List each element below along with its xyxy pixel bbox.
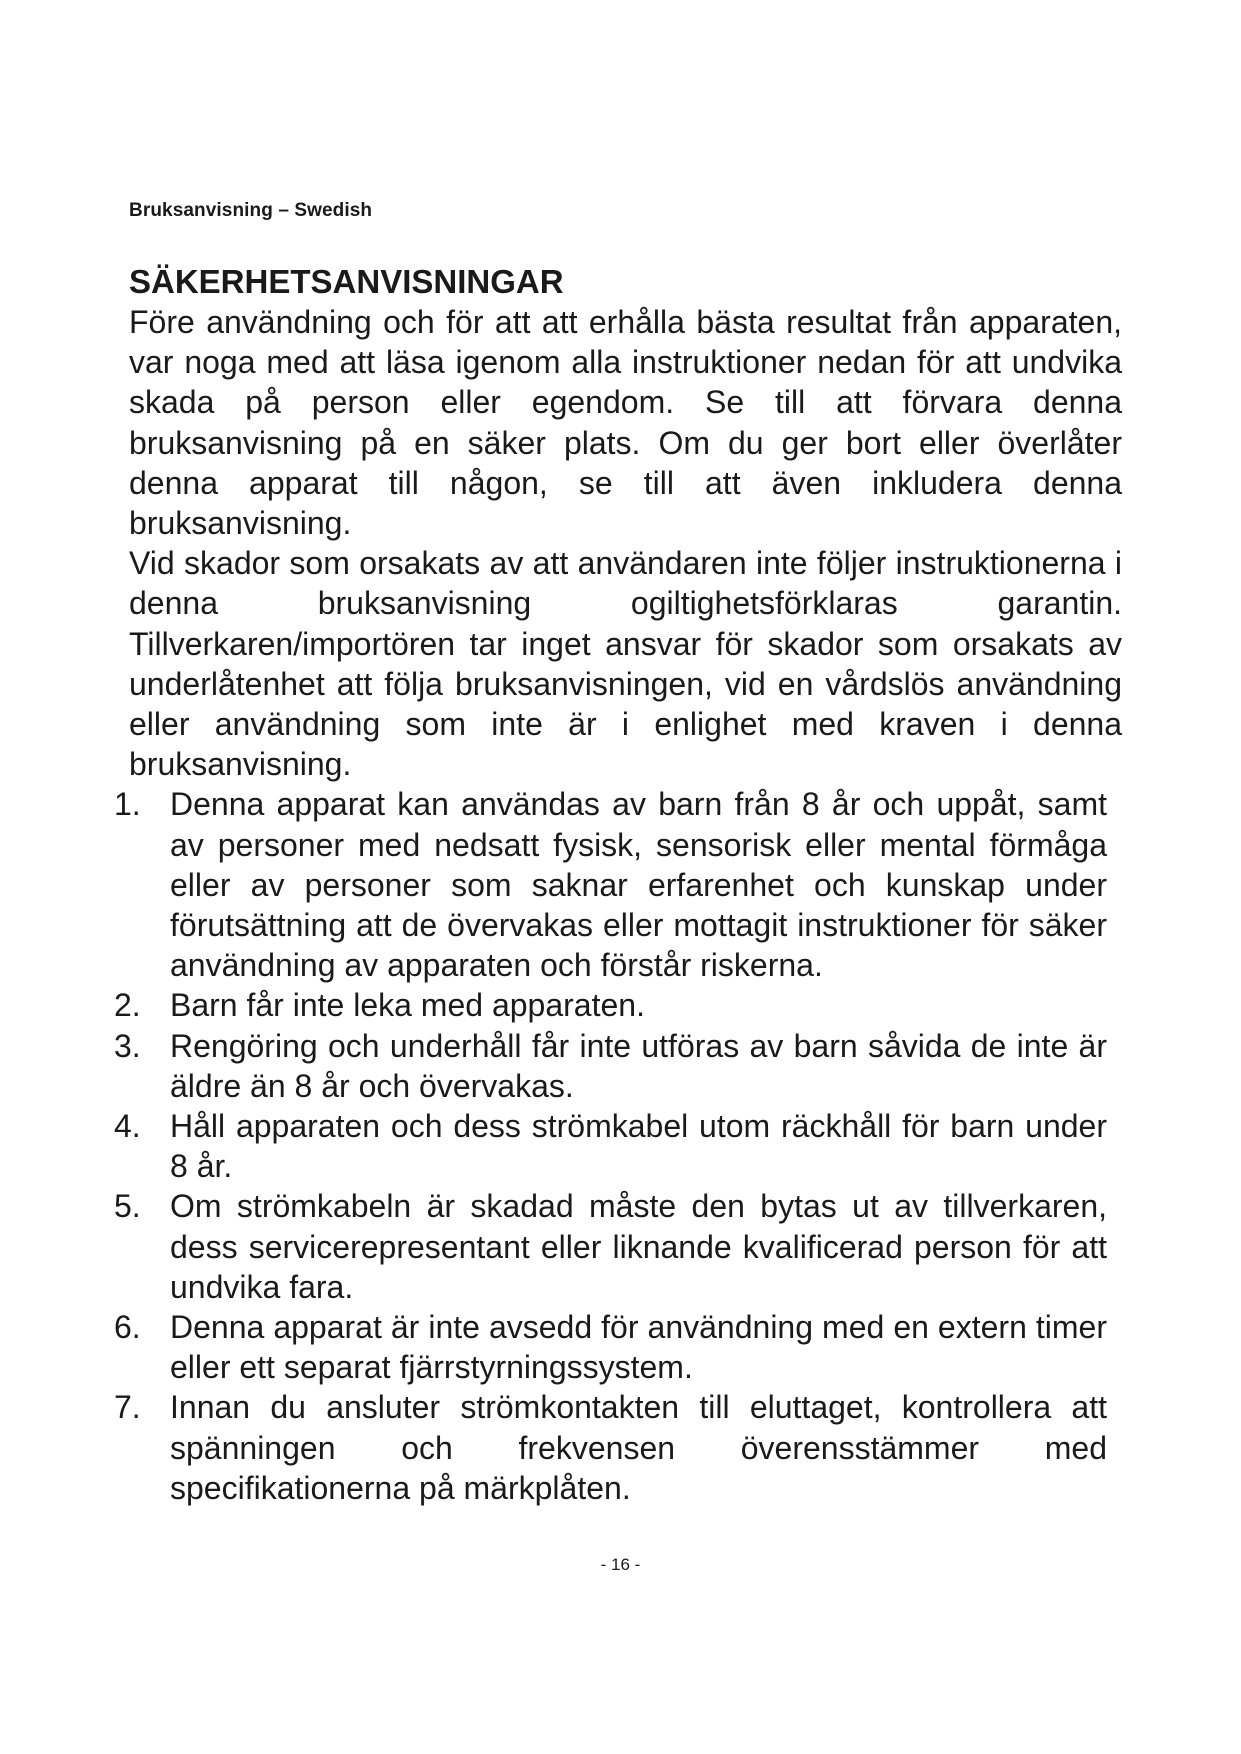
list-item-number: 6. xyxy=(114,1309,141,1346)
list-item-text: Om strömkabeln är skadad måste den bytas ut av tillverkaren, dess servicerepresentant eller liknande kvalificerad person för att undvika fara. xyxy=(170,1188,1107,1305)
list-item xyxy=(114,985,1107,1025)
document-header-label: Bruksanvisning – Swedish xyxy=(129,200,373,221)
list-item-number: 7. xyxy=(114,1389,141,1426)
list-item-text: Denna apparat kan användas av barn från 8 år och uppåt, samt av personer med nedsatt fysisk, sensorisk eller mental förmåga eller av personer som saknar erfarenhet och kunskap under förutsättning att de övervakas eller mottagit instruktioner för säker användning av apparaten och förstår riskerna. xyxy=(170,786,1107,984)
list-item xyxy=(114,784,1107,985)
list-item xyxy=(114,1026,1107,1106)
list-item-text: Barn får inte leka med apparaten. xyxy=(170,987,645,1024)
list-item-number: 4. xyxy=(114,1108,141,1145)
list-item-text: Innan du ansluter strömkontakten till eluttaget, kontrollera att spänningen och frekvensen överensstämmer med specifikationerna på märkplåten. xyxy=(170,1389,1107,1506)
section-title: SÄKERHETSANVISNINGAR xyxy=(129,263,564,300)
safety-section xyxy=(114,262,1122,1508)
list-item xyxy=(114,1307,1107,1387)
intro-paragraph-2: Vid skador som orsakats av att användaren inte följer instruktionerna i denna bruksanvisning ogiltighetsförklaras garantin. Tillverkaren/importören tar inget ansvar för skador som orsakats av underlåtenhet att följa bruksanvisningen, vid en vårdslös användning eller användning som inte är i enlighet med kraven i denna bruksanvisning. xyxy=(129,545,1122,783)
page-number: - 16 - xyxy=(600,1555,641,1574)
list-item xyxy=(114,1186,1107,1307)
list-item-number: 2. xyxy=(114,987,141,1024)
list-item-number: 1. xyxy=(114,786,141,823)
list-item-number: 5. xyxy=(114,1188,141,1225)
intro-paragraph-1: Före användning och för att att erhålla bästa resultat från apparaten, var noga med att läsa igenom alla instruktioner nedan för att undvika skada på person eller egendom. Se till att förvara denna bruksanvisning på en säker plats. Om du ger bort eller överlåter denna apparat till någon, se till att även inkludera denna bruksanvisning. xyxy=(129,304,1122,542)
list-item xyxy=(114,1106,1107,1186)
list-item-text: Denna apparat är inte avsedd för användning med en extern timer eller ett separat fjärrstyrningssystem. xyxy=(170,1309,1107,1386)
list-item xyxy=(114,1387,1107,1508)
safety-instructions-list xyxy=(114,784,1107,1508)
list-item-number: 3. xyxy=(114,1027,141,1064)
list-item-text: Rengöring och underhåll får inte utföras av barn såvida de inte är äldre än 8 år och övervakas. xyxy=(170,1027,1107,1104)
list-item-text: Håll apparaten och dess strömkabel utom räckhåll för barn under 8 år. xyxy=(170,1108,1107,1185)
